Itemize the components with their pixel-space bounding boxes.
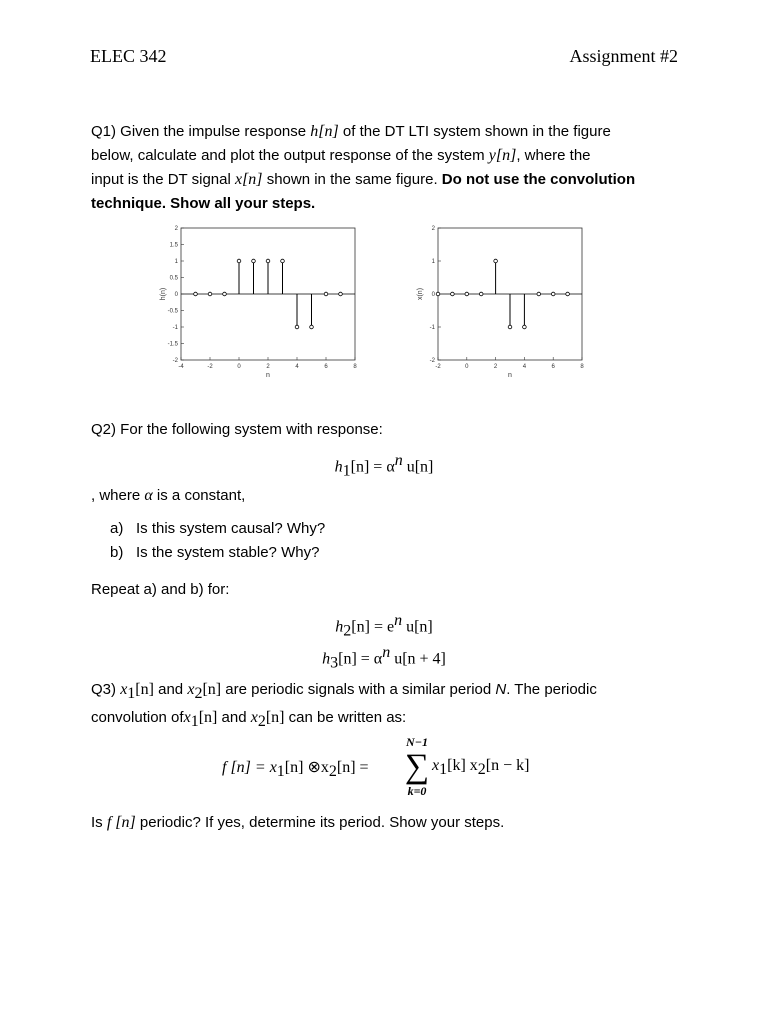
sum-top: N−1 (406, 735, 428, 749)
stem-marker (194, 292, 198, 296)
eq-r1: x (432, 757, 440, 774)
q3-x1b-sub: 1 (190, 713, 199, 730)
q3-text-4: convolution of (91, 709, 184, 726)
stem-marker (281, 259, 285, 263)
q2-eq3 (0, 644, 768, 673)
q2-item-b (110, 544, 319, 561)
q3-equation (222, 735, 552, 805)
stem-marker (479, 292, 483, 296)
h-plot (155, 218, 365, 393)
q1-text-3: below, calculate and plot the output response of the system (91, 147, 489, 164)
y-tick-label: -1 (172, 325, 178, 331)
eq3-tail: u[n + 4] (390, 650, 446, 668)
y-axis-label: h(n) (160, 287, 167, 301)
q3-x2-sub: 2 (194, 685, 203, 702)
assignment-title: Assignment #2 (569, 46, 678, 66)
stem-marker (465, 292, 469, 296)
y-tick-label: 1 (431, 259, 435, 265)
q2-eq1 (0, 452, 768, 481)
stem-marker (436, 292, 440, 296)
ask-f: f [n] (106, 814, 136, 831)
eq-r3: [n − k] (485, 757, 530, 774)
eq-lhs: f [n] = x (222, 759, 277, 776)
course-code: ELEC 342 (90, 46, 167, 66)
eq-right (432, 757, 529, 779)
x-tick-label: -4 (178, 364, 184, 370)
eq1-h: h (334, 458, 343, 476)
x-tick-label: -2 (207, 364, 213, 370)
q1-text-1: Given the impulse response (116, 123, 311, 140)
q2-eq2 (0, 612, 768, 641)
y-tick-label: 2 (431, 226, 435, 232)
x-axis-label: n (508, 372, 512, 379)
q1-text-4: , where the (516, 147, 591, 164)
stem-marker (324, 292, 328, 296)
y-tick-label: -1.5 (167, 341, 178, 348)
x-tick-label: 2 (493, 364, 498, 370)
q3-x2b: x (250, 709, 258, 726)
q1-bold-1: Do not use the convolution (441, 171, 636, 188)
sum-block (399, 735, 435, 799)
eq3-sub: 3 (330, 654, 339, 672)
stem-marker (451, 292, 455, 296)
stem-marker (339, 292, 343, 296)
q3-text-5: can be written as: (284, 709, 407, 726)
q1-text-2: of the DT LTI system shown in the figure (338, 123, 611, 140)
x-tick-label: 4 (522, 364, 527, 370)
q3-text-2: are periodic signals with a similar period (221, 681, 496, 698)
q2-repeat: Repeat a) and b) for: (91, 581, 230, 598)
stem-marker (566, 292, 570, 296)
y-tick-label: -1 (429, 325, 435, 331)
eq-r2: [k] x (447, 757, 478, 774)
y-axis-label: x(n) (417, 287, 424, 301)
q3-question (91, 811, 681, 835)
q3-x2-n: [n] (202, 681, 222, 698)
ask-2: periodic? If yes, determine its period. (135, 814, 386, 831)
q3-x2: x (187, 681, 195, 698)
q2-item-a (110, 520, 325, 537)
q3-x2b-n: [n] (265, 709, 285, 726)
eq2-tail: u[n] (402, 618, 433, 636)
eq1-sub: 1 (342, 462, 351, 480)
y-tick-label: 2 (174, 226, 178, 232)
x-tick-label: 6 (551, 364, 555, 370)
q3-label: Q3) (91, 681, 117, 698)
eq2-rhs: [n] = e (351, 618, 395, 636)
q1-y: y[n] (488, 147, 517, 164)
stem-marker (237, 259, 241, 263)
eq3-sup: n (382, 644, 391, 661)
stem-marker (523, 325, 527, 329)
q1-text-6: shown in the same figure. (262, 171, 442, 188)
where-pre: , where (91, 487, 145, 504)
y-tick-label: 0 (174, 292, 178, 298)
x-tick-label: 4 (295, 364, 299, 370)
eq-lhs-sub: 1 (276, 763, 285, 781)
where-post: is a constant, (152, 487, 246, 504)
y-tick-label: 1.5 (169, 242, 178, 249)
eq-r1-sub: 1 (439, 761, 448, 779)
q3-x1b: x (183, 709, 191, 726)
q1-label: Q1) (91, 123, 117, 140)
q2-intro-text: For the following system with response: (116, 421, 383, 438)
stem-marker (508, 325, 512, 329)
q3-text-3: . The periodic (506, 681, 597, 698)
q1-x: x[n] (234, 171, 263, 188)
stem-marker (252, 259, 256, 263)
y-tick-label: -0.5 (167, 308, 178, 315)
q1-h: h[n] (310, 123, 339, 140)
q3-x2b-sub: 2 (257, 713, 266, 730)
q3-N: N (495, 681, 507, 698)
x-tick-label: 8 (580, 364, 584, 370)
stem-marker (310, 325, 314, 329)
eq-mid1: [n] ⊗x (284, 759, 329, 776)
x-tick-label: -2 (435, 364, 441, 370)
stem-marker (295, 325, 299, 329)
eq2-h: h (335, 618, 344, 636)
sum-bottom: k=0 (407, 784, 427, 798)
x-tick-label: 8 (353, 364, 357, 370)
stem-marker (537, 292, 541, 296)
q2-intro (91, 418, 681, 442)
y-tick-label: 1 (174, 259, 178, 265)
eq3-rhs: [n] = α (338, 650, 383, 668)
x-axis-label: n (266, 372, 270, 379)
eq-r2-sub: 2 (477, 761, 486, 779)
eq1-rhs: [n] = α (350, 458, 395, 476)
q3-x1: x (120, 681, 128, 698)
item-b-tag: b) (110, 544, 124, 561)
x-tick-label: 0 (237, 364, 241, 370)
item-a-tag: a) (110, 520, 124, 537)
h-stem-chart (155, 218, 365, 388)
q1-paragraph (91, 120, 681, 216)
y-tick-label: -2 (172, 358, 178, 364)
eq-left (222, 757, 369, 781)
q3-x1-n: [n] (135, 681, 154, 698)
q1-text-5: input is the DT signal (91, 171, 235, 188)
x-stem-chart (408, 218, 590, 388)
x-tick-label: 2 (266, 364, 270, 370)
x-plot (408, 218, 590, 393)
q3-x1b-n: [n] (198, 709, 218, 726)
x-tick-label: 0 (465, 364, 469, 370)
x-tick-label: 6 (324, 364, 328, 370)
q2-label: Q2) (91, 421, 117, 438)
ask-1: Is (91, 814, 107, 831)
stem-marker (208, 292, 212, 296)
eq1-sup: n (394, 452, 403, 469)
q3-and-2: and (217, 709, 251, 726)
q2-where (91, 484, 681, 508)
eq-mid2: [n] = (336, 759, 369, 776)
q1-bold-2: technique. Show all your steps. (91, 195, 316, 212)
stem-marker (266, 259, 270, 263)
stem-marker (551, 292, 555, 296)
stem-marker (223, 292, 227, 296)
ask-3: Show your steps. (385, 814, 505, 831)
eq2-sup: n (394, 612, 403, 629)
y-tick-label: 0.5 (169, 275, 178, 282)
alpha: α (144, 487, 153, 504)
sum-symbol: ∑ (404, 748, 430, 785)
eq3-h: h (322, 650, 331, 668)
item-b-text: Is the system stable? Why? (136, 544, 320, 561)
eq2-sub: 2 (343, 622, 352, 640)
y-tick-label: -2 (429, 358, 435, 364)
y-tick-label: 0 (431, 292, 435, 298)
q3-and-1: and (153, 681, 188, 698)
eq-mid1-sub: 2 (328, 763, 337, 781)
eq1-tail: u[n] (402, 458, 434, 476)
item-a-text: Is this system causal? Why? (136, 520, 326, 537)
stem-marker (494, 259, 498, 263)
q3-paragraph (91, 678, 681, 734)
q3-x1-sub: 1 (127, 685, 136, 702)
